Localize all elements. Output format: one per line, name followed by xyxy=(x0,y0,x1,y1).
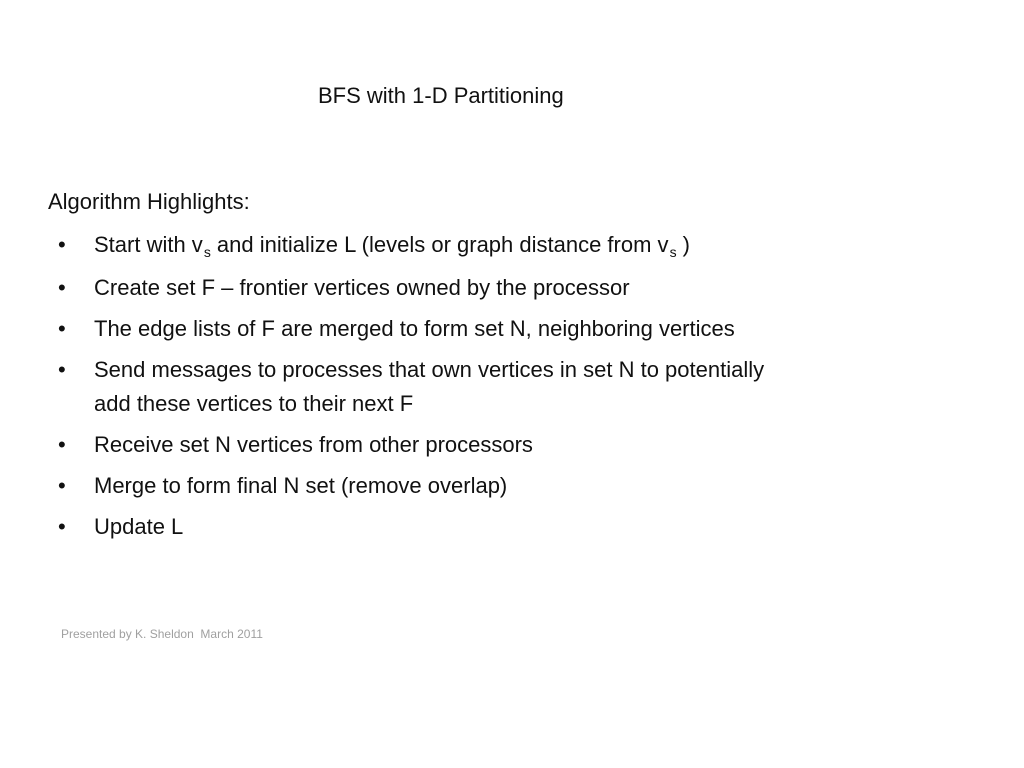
bullet-icon: • xyxy=(58,275,66,300)
bullet-text: Create set F – frontier vertices owned by the processor xyxy=(94,275,630,300)
bullet-item-create-set-f xyxy=(56,271,936,305)
bullet-text-line1: Send messages to processes that own vertices in set N to potentially xyxy=(94,357,765,382)
subscript-s: s xyxy=(203,244,211,260)
bullet-item-update-l xyxy=(56,510,936,544)
bullet-icon: • xyxy=(58,473,66,498)
bullet-item-edge-lists xyxy=(56,312,936,346)
bullet-text-start-pre: Start with v xyxy=(94,232,203,257)
bullet-text-start-mid: and initialize L (levels or graph distance from v xyxy=(210,232,669,257)
bullet-text-line2: add these vertices to their next F xyxy=(94,391,414,416)
subscript-s: s xyxy=(669,244,677,260)
bullet-item-receive-set-n xyxy=(56,428,936,462)
bullet-list xyxy=(56,228,936,551)
bullet-text: Receive set N vertices from other processors xyxy=(94,432,533,457)
bullet-text: The edge lists of F are merged to form set N, neighboring vertices xyxy=(94,316,735,341)
bullet-icon: • xyxy=(58,316,66,341)
bullet-text: Merge to form final N set (remove overlap) xyxy=(94,473,508,498)
bullet-icon: • xyxy=(58,357,66,382)
bullet-icon: • xyxy=(58,514,66,539)
section-heading: Algorithm Highlights: xyxy=(48,189,250,214)
bullet-item-merge xyxy=(56,469,936,503)
footer-note: Presented by K. Sheldon March 2011 xyxy=(61,627,263,641)
slide-title: BFS with 1-D Partitioning xyxy=(318,83,564,108)
bullet-item-start xyxy=(56,228,936,264)
bullet-icon: • xyxy=(58,232,66,257)
bullet-text-start-post: ) xyxy=(676,232,691,257)
bullet-item-send-messages xyxy=(56,353,936,421)
bullet-text: Update L xyxy=(94,514,184,539)
bullet-icon: • xyxy=(58,432,66,457)
